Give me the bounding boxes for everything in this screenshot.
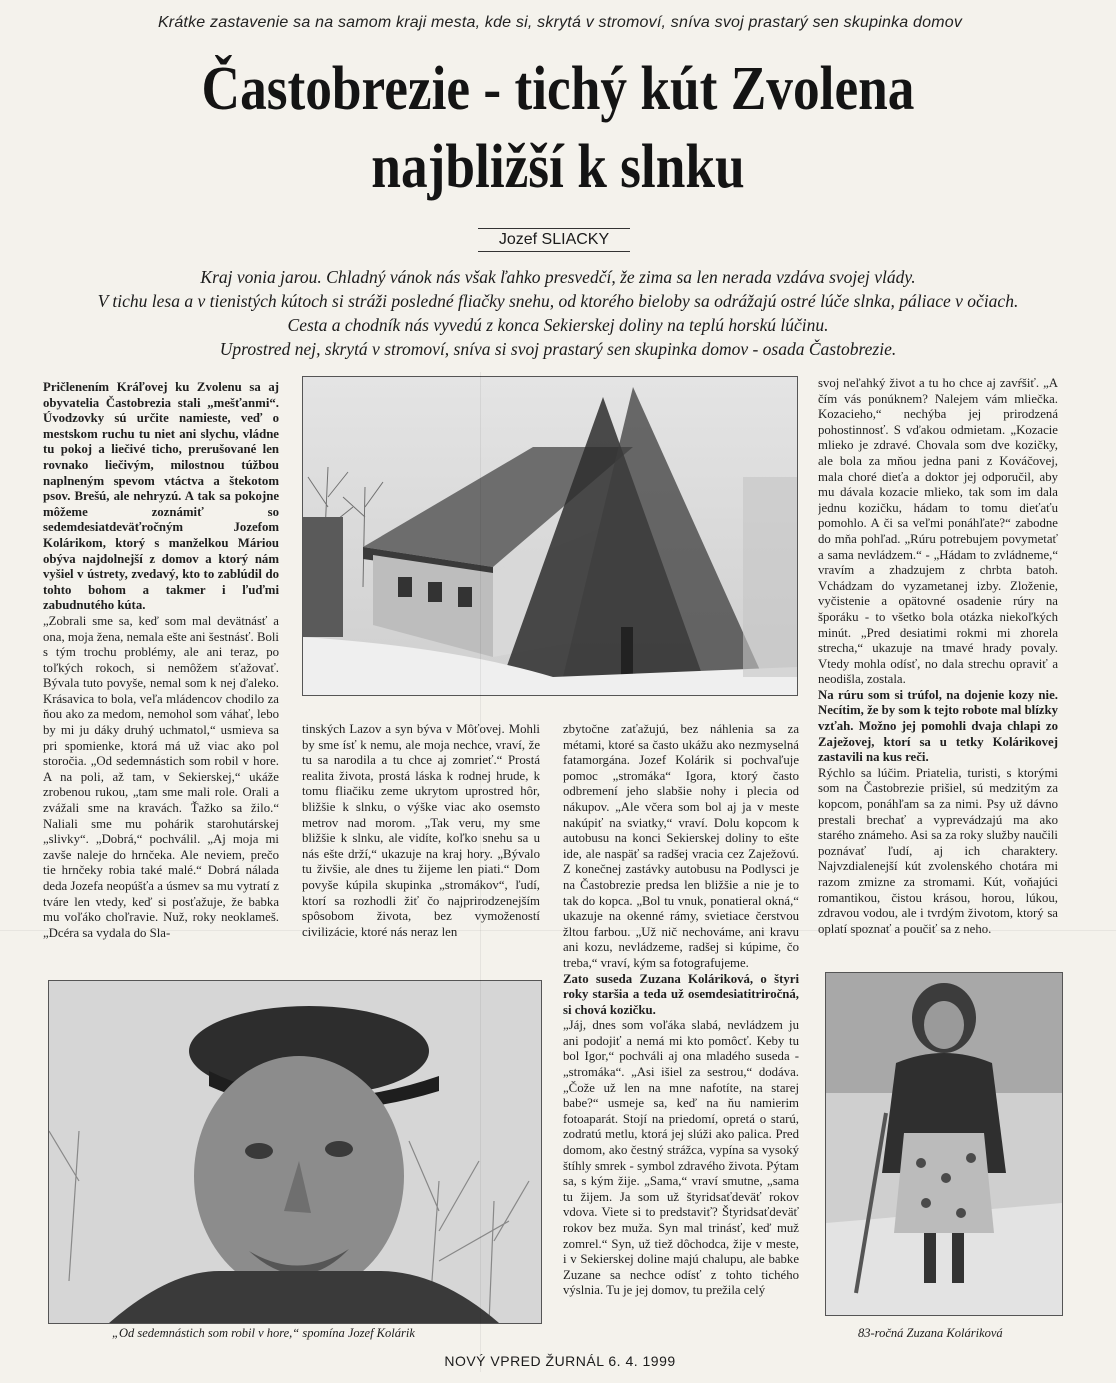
woman-photo [825,972,1063,1316]
headline-line-2: najbližší k slnku [371,133,745,201]
column-1 [43,380,279,972]
column-2 [302,722,540,974]
column-4-intro: Na rúru som si trúfol, na dojenie kozy nie. Necítim, že by som k tejto robote mal blízky vzťah. Možno jej pomohli dvaja chlapi zo Zaježovej, ktorí sa u tetky Kolárikovej zastavili na kus reči. [818,687,1058,765]
paper-fold-vertical [480,372,481,1372]
column-2-text: tinských Lazov a syn býva v Môťovej. Mohli by sme ísť k nemu, ale moja nechce, vraví, že tu sa narodila a tu chce aj zomrieť.“ Prostá realita života, prostá láska k rodnej hrude, k tomu fliačiku zeme ukrytom uprostred hôr, bližšie k slnku, o výške viac ako osemsto metrov nad morom. „Tak veru, my sme bližšie k slnku, ale vidíte, koľko snehu sa u nás ešte drží,“ ukazuje na kraj hory. „Bývalo tu živšie, ale dnes tu žijeme len piati.“ Dom povyše kúpila skupinka „stromákov“, ľudí, ktorí sa rozhodli žiť čo najprirodzenejším spôsobom života, bez vymožeností civilizácie, ktoré nás neraz len [302,722,540,939]
column-3-intro: Zato suseda Zuzana Koláriková, o štyri roky staršia a teda už osemdesiatitriročná, si chová kozičku. [563,971,799,1017]
column-4-text: svoj neľahký život a tu ho chce aj zavŕšiť. „A čím vás ponúknem? Nalejem vám mliečka. Kozacieho,“ nechýba jej prirodzená pohostinnosť. S vďakou odmietam. „Kozacie mlieko je zdravé. Chovala som dve kozičky, ale bola za mňou jedna pani z Kováčovej, mala choré dieťa a doktor jej odporučil, aby mu dávala kozacie mlieko, tak som im dala jednu kozičku, hádam to tomu dieťaťu pomohlo. A či sa veľmi ponáhľate?“ zabodne do mňa pohľad. „Rúru potrebujem povymetať a sama nevládzem.“ - „Hádam to zvládneme,“ vravím a zhadzujem z chrbta batoh. Vchádzam do vyzametanej izby. Zloženie, vyčistenie a opätovné osadenie rúry na šporáku - to všetko bola otázka niekoľkých minút. „Pred desiatimi rokmi mi zhorela strecha,“ ukazuje na tmavé hrady povaly. Vtedy mohla odísť, no dala strechu opraviť a neodišla, zostala. [818,376,1058,687]
lead-line: V tichu lesa a v tienistých kútoch si stráži posledné fliačky snehu, od ktorého bieloby sa odrážajú ostré lúče slnka, páliace v očiach. [97,291,1019,311]
woman-portrait-illustration [826,973,1062,1315]
column-1-intro: Pričlenením Kráľovej ku Zvolenu sa aj obyvatelia Častobrezia stali „mešťanmi“. Úvodzovky sú určite namieste, veď o mestskom ruchu tu niet ani slychu, vládne tu pokoj a liečivé ticho, prerušované len rovnako liečivým, milostnou túžbou naplneným spevom vtáctva a štekotom psov. Brešú, ale nehryzú. A tak sa pokojne môžeme zoznámiť so sedemdesiatdeväťročným Jozefom Kolárikom, ktorý s manželkou Máriou obýva najdolnejší z domov a ktorý nám vyšiel v ústrety, zvedavý, kto to zablúdil do tohto bohom a takmer i ľuďmi zabudnutého kúta. [43,380,279,613]
paper-fold-horizontal [0,930,1116,931]
headline [78,50,1038,206]
column-3-text-2: „Jáj, dnes som voľáka slabá, nevládzem ju ani podojiť a nemá mi kto pomôcť. Keby tu bol Igor,“ pochváli aj ona mladého suseda - „stromáka“. „Asi išiel za sestrou,“ dodáva. „Čože už len na mne nafotíte, na starej babe?“ usmeje sa, keď na ňu namierim fotoaparát. Stojí na priedomí, opretá o starú, zodratú metlu, ktorá jej slúži ako palica. Pred domom, ako čestný strážca, vypína sa vysoký štíhly smrek - symbol zdravého života. Pýtam sa, s kým žije. „Sama,“ vraví smutne, „sama tu žijem. Ja som už štyridsaťdeväť rokov vdova. Viete si to predstaviť? Štyridsaťdeväť rokov bez muža. Syn mal trinásť, keď muž zomrel.“ Syn, už tiež dôchodca, žije v meste, i v Sekierskej doline majú chalupu, ale babke Zuzane sa nechce odísť z tohto tichého výslnia. Tu je jej domov, tu prežila celý [563,1018,799,1298]
lead-line: Uprostred nej, skrytá v stromoví, sníva si svoj prastarý sen skupinka domov - osada Častobrezie. [219,339,897,359]
column-1-text: „Zobrali sme sa, keď som mal devätnásť a ona, moja žena, nemala ešte ani šestnásť. Boli s tým trochu problémy, ale ani teraz, po toľkých rokoch, si nemôžem sťažovať. Bývala tuto povyše, nemal som k nej ďaleko. Krásavica to bola, veľa mládencov chodilo za ňou ako za medom, nemohol som váhať, lebo by mi ju dáky druhý uchmatol,“ usmieva sa pri spomienke, ktorá má už viac ako pol storočia. „Od sedemnástich som robil v hore. A na poli, až tam, v Sekierskej,“ ukáže zrobenou rukou, „tam sme mali role. Orali a zvážali sme na kravách. Ťažko sa žilo.“ Naliali sme mu pohárik starohutárskej „slivky“. „Dobrá,“ pochválil. „Aj moja mi zavše naleje do hrnčeka. Ale neviem, prečo tie hrnčeky robia také malé.“ Dobrá nálada deda Jozefa neopúšťa a úsmev sa mu vytratí z tváre len vtedy, keď si posťažuje, že babka mu voľáko choľravie. Nuž, roky neoklameš. „Dcéra sa vydala do Sla- [43,613,279,940]
byline: Jozef SLIACKY [478,228,630,252]
column-4 [818,376,1058,958]
column-3 [563,722,799,1346]
column-4-text-2: Rýchlo sa lúčim. Priatelia, turisti, s ktorými som na Častobrezie prišiel, sú medzitým za kopcom, ponáhľam sa za nimi. Psy už dávno prestali brechať a vyprevádzajú ma ako starého známeho. Asi sa za roky služby naučili poznávať ľudí, aj ich charaktery. Najvzdialenejší kút zvolenského chotára mi razom zmizne za stromami. Kút, voňajúci romantikou, čistou krásou, horou, lúkou, zdravou vodou, ale i tvrdým životom, ktorý sa oplatí spoznať a poučiť sa z neho. [818,765,1058,936]
woman-photo-caption: 83-ročná Zuzana Koláriková [858,1326,1003,1340]
man-photo-caption: „Od sedemnástich som robil v hore,“ spomína Jozef Kolárik [112,1326,415,1340]
lead-line: Kraj vonia jarou. Chladný vánok nás však ľahko presvedčí, že zima sa len nerada vzdáva svojej vlády. [200,267,916,287]
lead-line: Cesta a chodník nás vyvedú z konca Sekierskej doliny na teplú horskú lúčinu. [287,315,829,335]
man-portrait-illustration [49,981,541,1323]
column-3-text: zbytočne zaťažujú, bez náhlenia sa za métami, ktoré sa často ukážu ako nezmyselná fatamorgána. Jozef Kolárik si pochvaľuje pomoc „stromáka“ Igora, ktorý často odbremení jeho slabšie nohy i plecia od nákupov. „Ale včera som bol aj ja v meste nakúpiť na sviatky,“ vraví. Dolu kopcom k autobusu na konci Sekierskej doliny to ešte ide, ale naspäť sa radšej vracia cez Zaježovú. Z konečnej zastávky autobusu na Podlysci je na Častobrezie predsa len bližšie a nie je to tak do kopca. „Bol tu vnuk, ponatieral okná,“ ukazuje na okenné rámy, svietiace čerstvou žltou farbou. „Už nič nechováme, ani kravu ani kozu, nevládzeme, radšej si kúpime, čo treba,“ vraví, kým sa fotografujeme. [563,722,799,970]
house-photo [302,376,798,696]
footer-publication: NOVÝ VPRED ŽURNÁL 6. 4. 1999 [444,1353,676,1369]
kicker: Krátke zastavenie sa na samom kraji mesta, kde si, skrytá v stromoví, sníva svoj prastarý sen skupinka domov [157,14,963,31]
lead-paragraph [20,265,1096,361]
man-photo [48,980,542,1324]
house-illustration [303,377,797,695]
headline-line-1: Častobrezie - tichý kút Zvolena [201,55,915,123]
